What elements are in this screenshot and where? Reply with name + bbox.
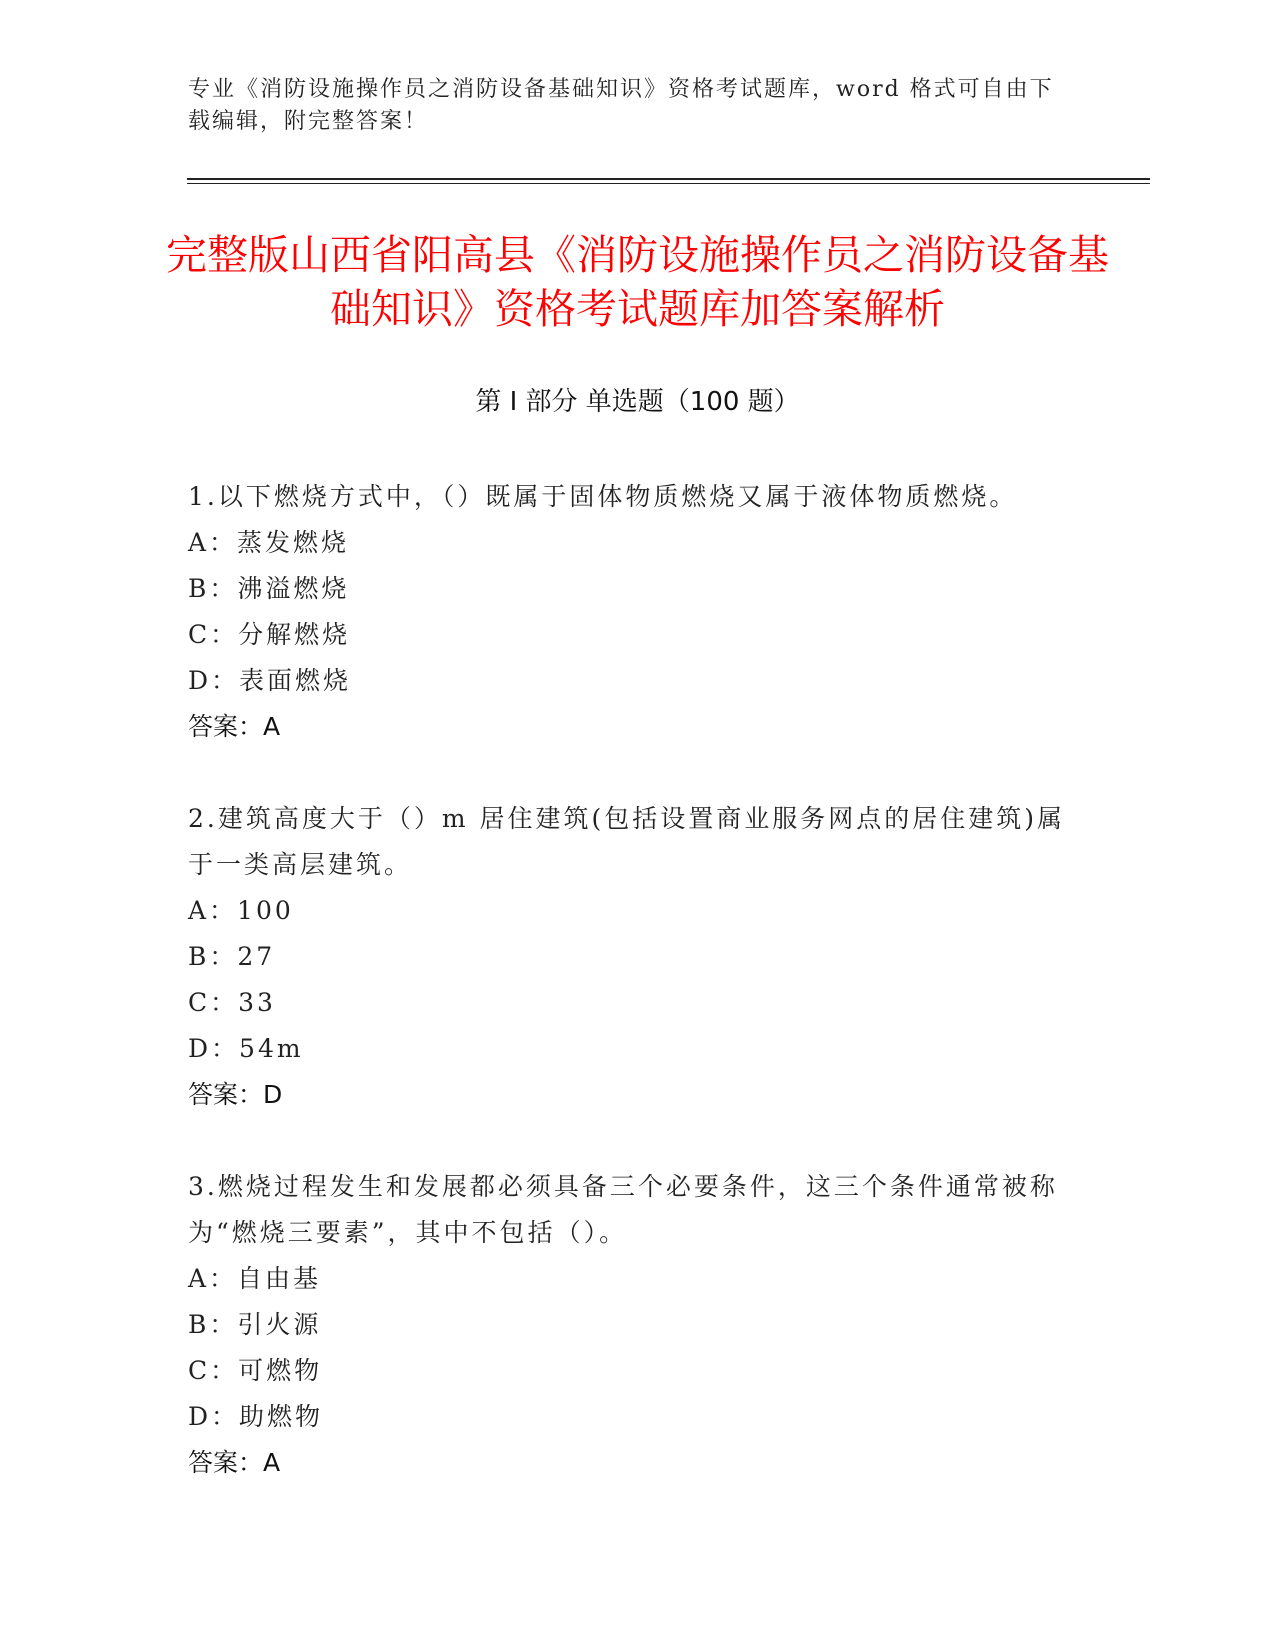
- option-c: C：分解燃烧: [188, 620, 351, 649]
- option-d: D：表面燃烧: [188, 666, 352, 695]
- document-title: 完整版山西省阳高县《消防设施操作员之消防设备基础知识》资格考试题库加答案解析: [166, 231, 1109, 333]
- answer: 答案：D: [188, 1080, 283, 1109]
- option-a: A：蒸发燃烧: [188, 528, 350, 557]
- option-a: A：100: [188, 896, 294, 925]
- header-divider-thin: [187, 183, 1150, 184]
- question-stem: 1.以下燃烧方式中，（）既属于固体物质燃烧又属于液体物质燃烧。: [188, 482, 1018, 511]
- answer: 答案：A: [188, 712, 281, 741]
- option-c: C：可燃物: [188, 1356, 323, 1385]
- question-stem: 3.燃烧过程发生和发展都必须具备三个必要条件，这三个条件通常被称为“燃烧三要素”，其中不包括（）。: [188, 1172, 1058, 1247]
- option-b: B：27: [188, 942, 276, 971]
- header-divider-thick: [187, 178, 1150, 180]
- section-title: 第 I 部分 单选题（100 题）: [475, 387, 800, 417]
- option-d: D：助燃物: [188, 1402, 324, 1431]
- question-3: [188, 1164, 1088, 1486]
- question-stem: 2.建筑高度大于（）m 居住建筑(包括设置商业服务网点的居住建筑)属于一类高层建筑。: [188, 804, 1066, 879]
- question-2: [188, 796, 1088, 1118]
- header-note: 专业《消防设施操作员之消防设备基础知识》资格考试题库，word 格式可自由下载编辑，附完整答案！: [188, 77, 1054, 134]
- option-c: C：33: [188, 988, 276, 1017]
- option-b: B：引火源: [188, 1310, 322, 1339]
- option-d: D：54m: [188, 1034, 304, 1063]
- option-b: B：沸溢燃烧: [188, 574, 350, 603]
- question-list: [188, 474, 1088, 1532]
- option-a: A：自由基: [188, 1264, 322, 1293]
- answer: 答案：A: [188, 1448, 281, 1477]
- question-1: [188, 474, 1088, 750]
